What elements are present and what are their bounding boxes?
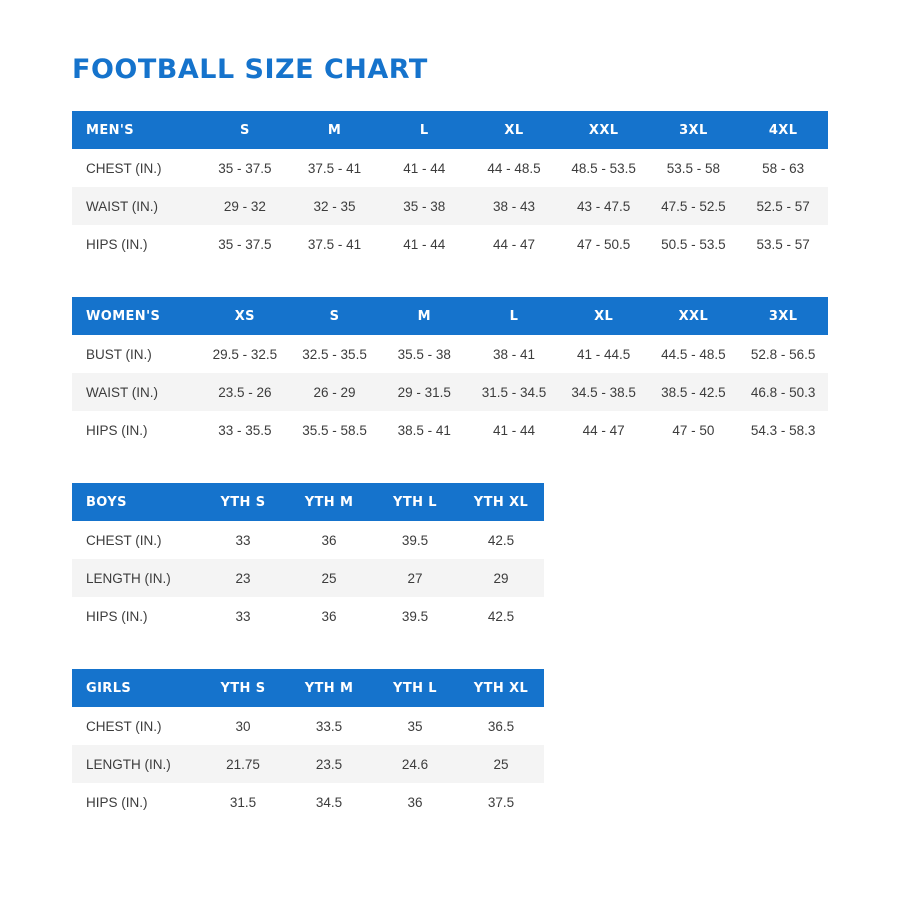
- table-column-header: YTH S: [200, 483, 286, 521]
- table-category-header: WOMEN'S: [72, 297, 200, 335]
- table-row: [72, 225, 828, 263]
- measurement-value: 35 - 38: [379, 187, 469, 225]
- table-column-header: M: [290, 111, 380, 149]
- measurement-label: WAIST (IN.): [72, 373, 200, 411]
- table-row: [72, 335, 828, 373]
- table-header-row: [72, 669, 544, 707]
- table-column-header: S: [290, 297, 380, 335]
- measurement-value: 41 - 44.5: [559, 335, 649, 373]
- size-table-womens: [72, 297, 828, 449]
- measurement-value: 35 - 37.5: [200, 225, 290, 263]
- measurement-value: 47 - 50: [649, 411, 739, 449]
- measurement-value: 35 - 37.5: [200, 149, 290, 187]
- table-header-row: [72, 111, 828, 149]
- table-column-header: XS: [200, 297, 290, 335]
- table-row: [72, 707, 544, 745]
- table-row: [72, 187, 828, 225]
- table-header-row: [72, 483, 544, 521]
- table-header-row: [72, 297, 828, 335]
- measurement-value: 36.5: [458, 707, 544, 745]
- measurement-value: 21.75: [200, 745, 286, 783]
- measurement-value: 38.5 - 42.5: [649, 373, 739, 411]
- measurement-value: 38.5 - 41: [379, 411, 469, 449]
- table-column-header: L: [469, 297, 559, 335]
- measurement-value: 52.8 - 56.5: [738, 335, 828, 373]
- measurement-value: 27: [372, 559, 458, 597]
- table-column-header: YTH XL: [458, 483, 544, 521]
- table-row: [72, 373, 828, 411]
- measurement-value: 35.5 - 58.5: [290, 411, 380, 449]
- measurement-value: 36: [372, 783, 458, 821]
- measurement-value: 41 - 44: [379, 149, 469, 187]
- measurement-value: 34.5 - 38.5: [559, 373, 649, 411]
- measurement-label: WAIST (IN.): [72, 187, 200, 225]
- size-table-boys: [72, 483, 544, 635]
- measurement-label: LENGTH (IN.): [72, 559, 200, 597]
- measurement-value: 41 - 44: [469, 411, 559, 449]
- measurement-value: 47.5 - 52.5: [649, 187, 739, 225]
- measurement-label: CHEST (IN.): [72, 707, 200, 745]
- table-column-header: XXL: [559, 111, 649, 149]
- measurement-label: CHEST (IN.): [72, 521, 200, 559]
- measurement-value: 31.5 - 34.5: [469, 373, 559, 411]
- measurement-value: 33 - 35.5: [200, 411, 290, 449]
- measurement-value: 36: [286, 597, 372, 635]
- table-row: [72, 783, 544, 821]
- table-column-header: S: [200, 111, 290, 149]
- measurement-value: 44.5 - 48.5: [649, 335, 739, 373]
- measurement-value: 41 - 44: [379, 225, 469, 263]
- table-column-header: XL: [469, 111, 559, 149]
- measurement-label: LENGTH (IN.): [72, 745, 200, 783]
- measurement-label: HIPS (IN.): [72, 225, 200, 263]
- measurement-value: 48.5 - 53.5: [559, 149, 649, 187]
- measurement-value: 44 - 47: [469, 225, 559, 263]
- table-category-header: BOYS: [72, 483, 200, 521]
- measurement-value: 33.5: [286, 707, 372, 745]
- table-column-header: 4XL: [738, 111, 828, 149]
- measurement-value: 54.3 - 58.3: [738, 411, 828, 449]
- table-row: [72, 411, 828, 449]
- measurement-value: 32.5 - 35.5: [290, 335, 380, 373]
- measurement-value: 29: [458, 559, 544, 597]
- measurement-label: HIPS (IN.): [72, 411, 200, 449]
- measurement-value: 37.5: [458, 783, 544, 821]
- measurement-value: 32 - 35: [290, 187, 380, 225]
- table-column-header: L: [379, 111, 469, 149]
- measurement-value: 23.5: [286, 745, 372, 783]
- measurement-value: 39.5: [372, 597, 458, 635]
- measurement-value: 39.5: [372, 521, 458, 559]
- measurement-value: 33: [200, 521, 286, 559]
- size-table-girls: [72, 669, 544, 821]
- size-table-mens: [72, 111, 828, 263]
- measurement-value: 29.5 - 32.5: [200, 335, 290, 373]
- measurement-value: 43 - 47.5: [559, 187, 649, 225]
- measurement-value: 23.5 - 26: [200, 373, 290, 411]
- measurement-value: 33: [200, 597, 286, 635]
- table-column-header: XL: [559, 297, 649, 335]
- table-column-header: YTH S: [200, 669, 286, 707]
- measurement-value: 50.5 - 53.5: [649, 225, 739, 263]
- table-column-header: YTH M: [286, 483, 372, 521]
- measurement-value: 58 - 63: [738, 149, 828, 187]
- page-title: FOOTBALL SIZE CHART: [72, 54, 428, 85]
- table-column-header: M: [379, 297, 469, 335]
- table-category-header: MEN'S: [72, 111, 200, 149]
- table-row: [72, 597, 544, 635]
- measurement-label: BUST (IN.): [72, 335, 200, 373]
- table-category-header: GIRLS: [72, 669, 200, 707]
- measurement-label: HIPS (IN.): [72, 597, 200, 635]
- table-row: [72, 559, 544, 597]
- measurement-value: 24.6: [372, 745, 458, 783]
- measurement-value: 31.5: [200, 783, 286, 821]
- table-column-header: XXL: [649, 297, 739, 335]
- measurement-value: 47 - 50.5: [559, 225, 649, 263]
- measurement-value: 35.5 - 38: [379, 335, 469, 373]
- measurement-value: 34.5: [286, 783, 372, 821]
- measurement-value: 25: [286, 559, 372, 597]
- measurement-value: 44 - 47: [559, 411, 649, 449]
- measurement-value: 42.5: [458, 597, 544, 635]
- measurement-value: 53.5 - 57: [738, 225, 828, 263]
- table-column-header: 3XL: [649, 111, 739, 149]
- measurement-value: 37.5 - 41: [290, 225, 380, 263]
- measurement-value: 38 - 43: [469, 187, 559, 225]
- measurement-value: 42.5: [458, 521, 544, 559]
- measurement-value: 35: [372, 707, 458, 745]
- measurement-value: 26 - 29: [290, 373, 380, 411]
- measurement-value: 37.5 - 41: [290, 149, 380, 187]
- table-row: [72, 521, 544, 559]
- table-column-header: 3XL: [738, 297, 828, 335]
- measurement-value: 30: [200, 707, 286, 745]
- measurement-value: 29 - 32: [200, 187, 290, 225]
- measurement-value: 46.8 - 50.3: [738, 373, 828, 411]
- table-column-header: YTH M: [286, 669, 372, 707]
- table-row: [72, 149, 828, 187]
- table-column-header: YTH L: [372, 669, 458, 707]
- measurement-value: 52.5 - 57: [738, 187, 828, 225]
- measurement-value: 25: [458, 745, 544, 783]
- measurement-value: 23: [200, 559, 286, 597]
- measurement-value: 29 - 31.5: [379, 373, 469, 411]
- size-tables-container: [72, 111, 828, 821]
- measurement-value: 44 - 48.5: [469, 149, 559, 187]
- measurement-value: 38 - 41: [469, 335, 559, 373]
- table-column-header: YTH L: [372, 483, 458, 521]
- measurement-label: HIPS (IN.): [72, 783, 200, 821]
- table-column-header: YTH XL: [458, 669, 544, 707]
- measurement-label: CHEST (IN.): [72, 149, 200, 187]
- table-row: [72, 745, 544, 783]
- measurement-value: 53.5 - 58: [649, 149, 739, 187]
- measurement-value: 36: [286, 521, 372, 559]
